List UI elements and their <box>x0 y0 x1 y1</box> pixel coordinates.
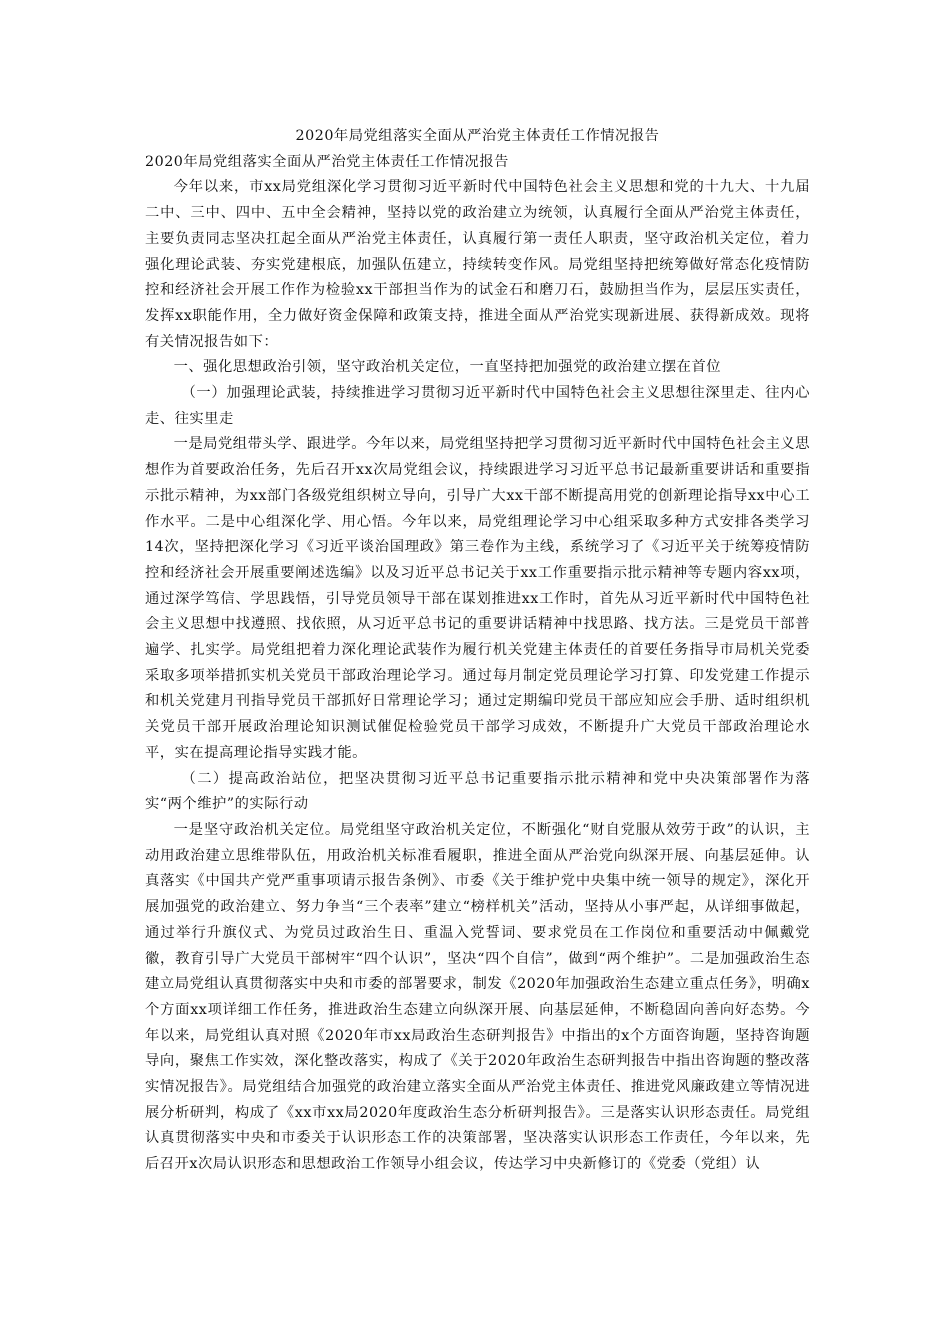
document-page <box>145 124 810 1178</box>
subsection-2-heading: （二）提高政治站位，把坚决贯彻习近平总书记重要指示批示精神和党中央决策部署作为落实“两个维护”的实际行动 <box>145 770 810 813</box>
subsection-2-body: 一是坚守政治机关定位。局党组坚守政治机关定位，不断强化“财自党服从效劳于政”的认识，主动用政治建立思维带队伍，用政治机关标准看履职，推进全面从严治党向纵深开展、向基层延伸。认真落实《中国共产党严重事项请示报告条例》、市委《关于维护党中央集中统一领导的规定》，深化开展加强党的政治建立、努力争当“三个表率”建立“榜样机关”活动，坚持从小事严起，从详细事做起，通过举行升旗仪式、为党员过政治生日、重温入党誓词、要求党员在工作岗位和重要活动中佩戴党徽，教育引导广大党员干部树牢“四个认识”，坚决“四个自信”，做到“两个维护”。二是加强政治生态建立局党组认真贯彻落实中央和市委的部署要求，制发《2020年加强政治生态建立重点任务》，明确x个方面xx项详细工作任务，推进政治生态建立向纵深开展、向基层延伸，不断稳固向善向好态势。今年以来，局党组认真对照《2020年市xx局政治生态研判报告》中指出的x个方面咨询题，坚持咨询题导向，聚焦工作实效，深化整改落实，构成了《关于2020年政治生态研判报告中指出咨询题的整改落实情况报告》。局党组结合加强党的政治建立落实全面从严治党主体责任、推进党风廉政建立等情况进展分析研判，构成了《xx市xx局2020年度政治生态分析研判报告》。三是落实认识形态责任。局党组认真贯彻落实中央和市委关于认识形态工作的决策部署，坚决落实认识形态工作责任，今年以来，先后召开x次局认识形态和思想政治工作领导小组会议，传达学习中央新修订的《党委（党组）认 <box>145 821 810 1173</box>
document-subtitle: 2020年局党组落实全面从严治党主体责任工作情况报告 <box>145 153 509 170</box>
document-title: 2020年局党组落实全面从严治党主体责任工作情况报告 <box>295 128 660 144</box>
intro-paragraph: 今年以来，市xx局党组深化学习贯彻习近平新时代中国特色社会主义思想和党的十九大、十九届二中、三中、四中、五中全会精神，坚持以党的政治建立为统领，认真履行全面从严治党主体责任，主要负责同志坚决扛起全面从严治党主体责任，认真履行第一责任人职责，坚守政治机关定位，着力强化理论武装、夯实党建根底，加强队伍建立，持续转变作风。局党组坚持把统筹做好常态化疫情防控和经济社会开展工作作为检验xx干部担当作为的试金石和磨刀石，鼓励担当作为，层层压实责任，发挥xx职能作用，全力做好资金保障和政策支持，推进全面从严治党实现新进展、获得新成效。现将有关情况报告如下： <box>145 179 810 350</box>
subsection-1-body: 一是局党组带头学、跟进学。今年以来，局党组坚持把学习贯彻习近平新时代中国特色社会主义思想作为首要政治任务，先后召开xx次局党组会议，持续跟进学习习近平总书记最新重要讲话和重要指示批示精神，为xx部门各级党组织树立导向，引导广大xx干部不断提高用党的创新理论指导xx中心工作水平。二是中心组深化学、用心悟。今年以来，局党组理论学习中心组采取多种方式安排各类学习14次，坚持把深化学习《习近平谈治国理政》第三卷作为主线，系统学习了《习近平关于统筹疫情防控和经济社会开展重要阐述选编》以及习近平总书记关于xx工作重要指示批示精神等专题内容xx项，通过深学笃信、学思践悟，引导党员领导干部在谋划推进xx工作时，首先从习近平新时代中国特色社会主义思想中找遵照、找依照，从习近平总书记的重要讲话精神中找思路、找方法。三是党员干部普遍学、扎实学。局党组把着力深化理论武装作为履行机关党建主体责任的首要任务指导市局机关党委采取多项举措抓实机关党员干部政治理论学习。通过每月制定党员理论学习打算、印发党建工作提示和机关党建月刊指导党员干部抓好日常理论学习；通过定期编印党员干部应知应会手册、适时组织机关党员干部开展政治理论知识测试催促检验党员干部学习成效，不断提升广大党员干部政治理论水平，实在提高理论指导实践才能。 <box>145 436 810 761</box>
section-1-heading: 一、强化思想政治引领，坚守政治机关定位，一直坚持把加强党的政治建立摆在首位 <box>173 359 722 376</box>
subsection-1-heading: （一）加强理论武装，持续推进学习贯彻习近平新时代中国特色社会主义思想往深里走、往内心走、往实里走 <box>145 385 810 427</box>
